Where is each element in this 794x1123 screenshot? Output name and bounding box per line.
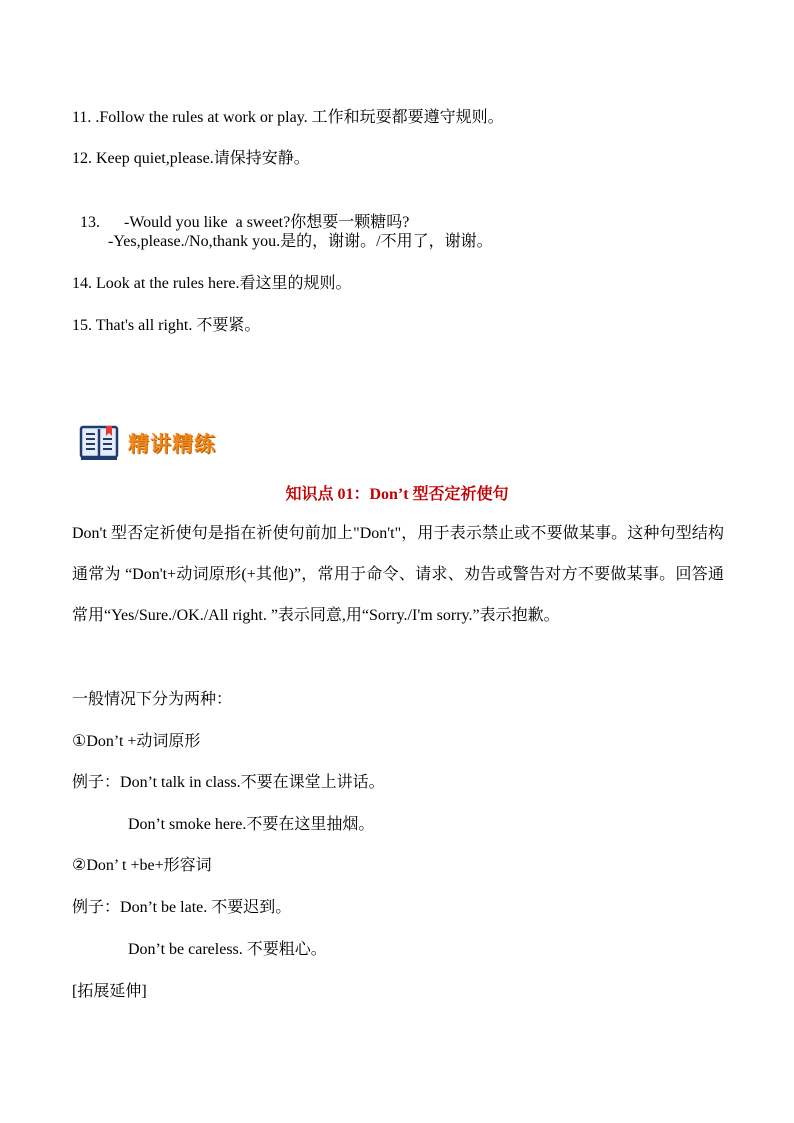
- sentence-text: Look at the rules here.看这里的规则。: [92, 275, 352, 292]
- sentence-number: 15.: [72, 317, 92, 334]
- sentence-11: [72, 107, 504, 129]
- sentence-12: [72, 148, 310, 170]
- type-1-heading: ①Don’t +动词原形: [72, 733, 201, 750]
- sentence-number: 13.: [80, 214, 100, 231]
- sentence-text: -Would you like a sweet?你想要一颗糖吗?: [100, 214, 410, 231]
- type-2-heading: ②Don’ t +be+形容词: [72, 857, 212, 874]
- sentence-number: 12.: [72, 150, 92, 167]
- sentence-14: [72, 273, 352, 295]
- sentence-number: 14.: [72, 275, 92, 292]
- type-1-example-2: Don’t smoke here.不要在这里抽烟。: [128, 816, 375, 833]
- knowledge-point-title: 知识点 01：Don’t 型否定祈使句: [285, 486, 509, 503]
- example-text: Don’t be late. 不要迟到。: [120, 899, 292, 916]
- type-2-example-2: Don’t be careless. 不要粗心。: [128, 941, 327, 958]
- sentence-15: [72, 315, 260, 337]
- example-label: 例子：: [72, 899, 121, 916]
- example-label: 例子：: [72, 774, 121, 791]
- sentence-13-answer: [108, 231, 493, 253]
- sentence-text: Keep quiet,please.请保持安静。: [92, 150, 310, 167]
- knowledge-point-intro: Don't 型否定祈使句是指在祈使句前加上"Don't"，用于表示禁止或不要做某事。这种句型结构通常为 “Don't+动词原形(+其他)”，常用于命令、请求、劝告或警告对方不要做某事。回答通常用“Yes/Sure./OK./All right. ”表示同意,用“Sorry./I'm sorry.”表示抱歉。: [72, 525, 724, 624]
- types-label: 一般情况下分为两种：: [72, 691, 233, 708]
- extension-label: [拓展延伸]: [72, 983, 147, 1000]
- sentence-13: [72, 190, 409, 234]
- sentence-text: -Yes,please./No,thank you.是的，谢谢。/不用了，谢谢。: [108, 233, 493, 250]
- section-heading: [78, 424, 216, 462]
- type-1-example-1: [72, 772, 385, 794]
- sentence-number: 11.: [72, 109, 92, 126]
- sentence-text: That's all right. 不要紧。: [92, 317, 261, 334]
- section-title: 精讲精练: [128, 432, 216, 456]
- sentence-text: .Follow the rules at work or play. 工作和玩耍都要遵守规则。: [91, 109, 504, 126]
- type-2-example-1: [72, 897, 291, 919]
- example-text: Don’t talk in class.不要在课堂上讲话。: [120, 774, 385, 791]
- book-icon: [78, 424, 120, 462]
